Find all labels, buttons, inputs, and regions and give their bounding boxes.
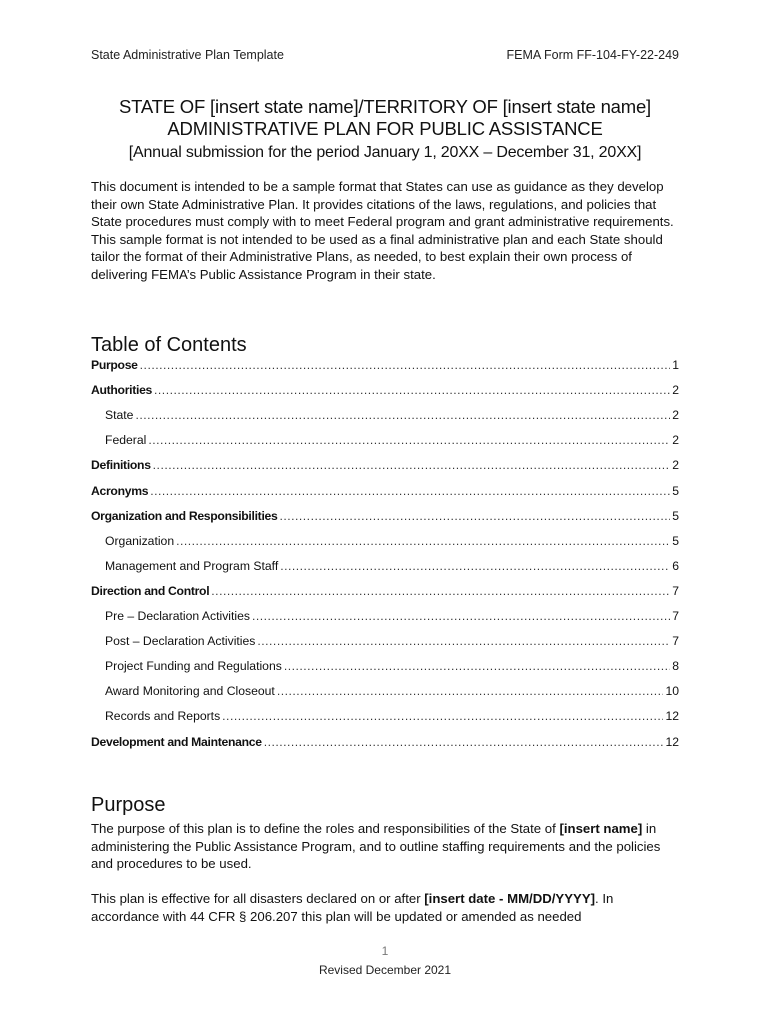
insert-name-placeholder: [insert name] <box>559 821 643 836</box>
toc-entry-label: Records and Reports <box>105 709 221 724</box>
toc-entry-label: Federal <box>105 433 147 448</box>
toc-entry-page: 2 <box>672 383 679 398</box>
toc-entry-page: 5 <box>672 508 679 523</box>
toc-entry-label: Definitions <box>91 458 151 473</box>
toc-entry-page: 7 <box>672 583 679 598</box>
toc-entry[interactable] <box>91 584 679 602</box>
page-header <box>91 48 679 62</box>
toc-entry-label: Purpose <box>91 358 138 372</box>
toc-entry[interactable] <box>105 709 679 727</box>
toc-entry[interactable] <box>105 659 679 677</box>
toc-entry-page: 12 <box>665 709 679 724</box>
header-form-number: FEMA Form FF-104-FY-22-249 <box>506 48 679 62</box>
toc-leader-dots <box>154 383 670 397</box>
toc-entry-label: Post – Declaration Activities <box>105 634 256 649</box>
toc-entry-page: 2 <box>672 408 679 423</box>
purpose-paragraph-1 <box>91 820 680 873</box>
title-line-2: ADMINISTRATIVE PLAN FOR PUBLIC ASSISTANCE <box>167 118 603 139</box>
toc-leader-dots <box>153 458 671 472</box>
toc-leader-dots <box>252 609 670 623</box>
toc-leader-dots <box>280 559 670 573</box>
toc-entry-label: Development and Maintenance <box>91 734 262 749</box>
toc-entry-label: State <box>105 408 134 423</box>
toc-entry[interactable] <box>91 484 679 502</box>
purpose-paragraph-2 <box>91 890 680 925</box>
toc-leader-dots <box>264 735 664 749</box>
toc-entry[interactable] <box>91 458 679 476</box>
toc-entry-page: 5 <box>672 483 679 498</box>
toc-entry-page: 2 <box>672 458 679 473</box>
toc-entry[interactable] <box>105 433 679 451</box>
title-line-1: STATE OF [insert state name]/TERRITORY OF [insert state name] <box>118 96 651 117</box>
toc-entry-page: 2 <box>672 433 679 448</box>
toc-entry-label: Pre – Declaration Activities <box>105 609 250 623</box>
toc-leader-dots <box>279 509 670 523</box>
toc-entry-page: 7 <box>672 634 679 649</box>
toc-entry[interactable] <box>91 358 679 376</box>
insert-date-placeholder: [insert date - MM/DD/YYYY] <box>424 891 596 906</box>
toc-entry-page: 12 <box>665 734 679 749</box>
toc-entry[interactable] <box>105 559 679 577</box>
toc-entry[interactable] <box>105 534 679 552</box>
purpose-heading: Purpose <box>91 794 166 816</box>
intro-paragraph: This document is intended to be a sample format that States can use as guidance as they develop their own State Administrative Plan. It provides citations of the laws, regulations, and policies that State procedures must comply with to meet Federal program and grant administrative requirements. This sample format is not intended to be used as a final administrative plan and each State should tailor the format of their Administrative Plans, as needed, to best explain their own process of delivering FEMA’s Public Assistance Program in their state. <box>91 179 674 282</box>
toc-entry[interactable] <box>105 408 679 426</box>
toc-leader-dots <box>211 584 670 598</box>
purpose-text: in administering the Public Assistance Program, and to outline staffing requirements and the policies and procedures to be used. <box>91 821 661 872</box>
toc-leader-dots <box>176 534 670 548</box>
toc-entry-label: Direction and Control <box>91 583 210 598</box>
toc-entry-page: 5 <box>672 533 679 548</box>
toc-leader-dots <box>140 358 671 372</box>
toc-entry-page: 8 <box>672 659 679 674</box>
toc-entry-label: Organization and Responsibilities <box>91 508 278 523</box>
toc-entry-label: Authorities <box>91 383 153 398</box>
toc-entry-page: 1 <box>672 358 679 372</box>
toc-entry-page: 10 <box>665 684 679 699</box>
header-left-text: State Administrative Plan Template <box>91 48 284 62</box>
purpose-text: This plan is effective for all disasters declared on or after <box>91 891 425 906</box>
purpose-text: The purpose of this plan is to define the roles and responsibilities of the State of <box>91 821 560 836</box>
toc-entry-label: Award Monitoring and Closeout <box>105 684 275 699</box>
toc-heading: Table of Contents <box>91 334 247 356</box>
toc-leader-dots <box>277 684 664 698</box>
toc-entry-label: Acronyms <box>91 483 149 498</box>
toc-leader-dots <box>257 634 670 648</box>
revision-date: Revised December 2021 <box>318 963 452 977</box>
toc-leader-dots <box>135 408 670 422</box>
toc-entry-label: Project Funding and Regulations <box>105 659 282 674</box>
toc-leader-dots <box>222 709 663 723</box>
toc-leader-dots <box>148 433 670 447</box>
toc-entry-label: Management and Program Staff <box>105 558 279 573</box>
toc-entry[interactable] <box>105 684 679 702</box>
toc-entry[interactable] <box>91 735 679 753</box>
page-number: 1 <box>381 944 389 958</box>
toc-leader-dots <box>150 484 670 498</box>
document-title <box>60 96 710 164</box>
toc-entry-label: Organization <box>105 533 175 548</box>
toc-entry[interactable] <box>105 609 679 627</box>
toc-entry[interactable] <box>91 383 679 401</box>
toc-entry-page: 7 <box>672 609 679 623</box>
toc-entry[interactable] <box>105 634 679 652</box>
title-period: [Annual submission for the period January 1, 20XX – December 31, 20XX] <box>128 144 642 161</box>
purpose-text: . In accordance with 44 CFR § 206.207 this plan will be updated or amended as needed <box>91 891 614 924</box>
toc-entry[interactable] <box>91 509 679 527</box>
toc-leader-dots <box>284 659 670 673</box>
toc-entry-page: 6 <box>672 558 679 573</box>
